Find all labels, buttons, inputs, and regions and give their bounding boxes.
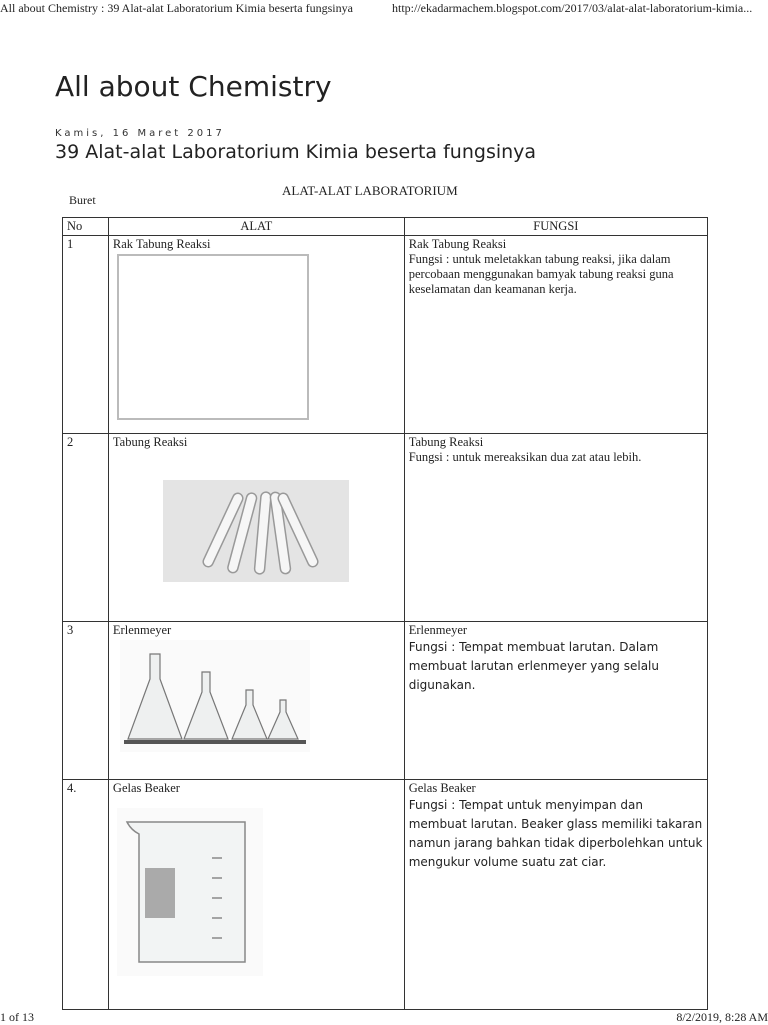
row-alat: Tabung Reaksi bbox=[112, 435, 188, 449]
post-title[interactable]: 39 Alat-alat Laboratorium Kimia beserta fungsinya bbox=[55, 141, 537, 163]
page-number: 1 of 13 bbox=[0, 1010, 34, 1024]
table-row bbox=[63, 236, 708, 434]
table-row bbox=[63, 622, 708, 780]
fungsi-text: Fungsi : untuk mereaksikan dua zat atau lebih. bbox=[408, 450, 642, 464]
fungsi-text: Fungsi : untuk meletakkan tabung reaksi, jika dalam percobaan menggunakan bamyak tabung reaksi guna keselamatan dan keamanan kerja. bbox=[408, 252, 674, 296]
print-datetime: 8/2/2019, 8:28 AM bbox=[676, 1010, 768, 1024]
header-fungsi: FUNGSI bbox=[404, 218, 707, 236]
row-no: 4. bbox=[63, 780, 109, 1010]
print-header-url: http://ekadarmachem.blogspot.com/2017/03/alat-alat-laboratorium-kimia... bbox=[392, 1, 753, 15]
erlenmeyer-image bbox=[120, 640, 310, 752]
fungsi-title: Erlenmeyer bbox=[408, 623, 468, 637]
row-no: 2 bbox=[63, 434, 109, 622]
gelas-beaker-image bbox=[117, 808, 263, 976]
fungsi-text: Fungsi : Tempat membuat larutan. Dalam membuat larutan erlenmeyer yang selalu digunakan. bbox=[408, 640, 659, 692]
post-date: Kamis, 16 Maret 2017 bbox=[55, 128, 225, 139]
fungsi-title: Rak Tabung Reaksi bbox=[408, 237, 507, 251]
row-alat: Erlenmeyer bbox=[112, 623, 172, 637]
tabung-reaksi-image bbox=[163, 480, 349, 582]
table-row bbox=[63, 434, 708, 622]
rak-tabung-image bbox=[117, 254, 309, 420]
row-no: 3 bbox=[63, 622, 109, 780]
row-alat: Gelas Beaker bbox=[112, 781, 180, 795]
blog-title[interactable]: All about Chemistry bbox=[55, 70, 332, 103]
row-alat: Rak Tabung Reaksi bbox=[112, 237, 211, 251]
fungsi-title: Gelas Beaker bbox=[408, 781, 476, 795]
print-header-title: All about Chemistry : 39 Alat-alat Laboratorium Kimia beserta fungsinya bbox=[0, 1, 353, 15]
row-no: 1 bbox=[63, 236, 109, 434]
lab-equipment-table bbox=[62, 217, 708, 1010]
side-note: Buret bbox=[69, 193, 96, 207]
fungsi-title: Tabung Reaksi bbox=[408, 435, 484, 449]
table-header-row bbox=[63, 218, 708, 236]
fungsi-text: Fungsi : Tempat untuk menyimpan dan membuat larutan. Beaker glass memiliki takaran namun jarang bahkan tidak diperbolehkan untuk mengukur volume suatu zat ciar. bbox=[408, 798, 703, 869]
header-alat: ALAT bbox=[108, 218, 404, 236]
table-row bbox=[63, 780, 708, 1010]
table-caption: ALAT-ALAT LABORATORIUM bbox=[282, 183, 458, 198]
header-no: No bbox=[63, 218, 109, 236]
